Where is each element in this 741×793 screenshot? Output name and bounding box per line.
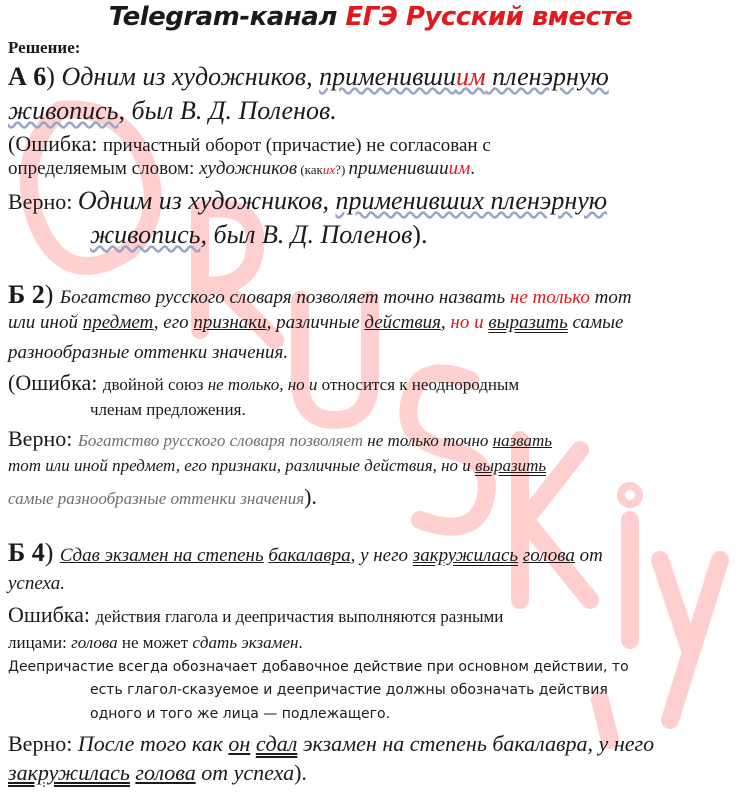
b2-line-1: Б 2) Богатство русского словаря позволяет точно назвать не только тот bbox=[8, 280, 632, 309]
a6-line-2: живопись, был В. Д. Поленов. bbox=[8, 96, 337, 125]
b2-line-3: разнообразные оттенки значения. bbox=[8, 342, 289, 363]
b4-note-1: Деепричастие всегда обозначает добавочное действие при основном действии, то bbox=[8, 659, 629, 675]
b4-error-1: Ошибка: действия глагола и деепричастия выполняются разными bbox=[8, 602, 504, 627]
b4-correct-2: закружилась голова от успеха). bbox=[8, 760, 307, 785]
header-accent: ЕГЭ Русский вместе bbox=[345, 2, 633, 32]
b2-error-2: членам предложения. bbox=[90, 400, 246, 419]
channel-header bbox=[0, 2, 741, 32]
b2-correct-1: Верно: Богатство русского словаря позволяет не только точно назвать bbox=[8, 426, 553, 451]
a6-error-2: определяемым словом: художников (каких?) применившиим. bbox=[8, 158, 475, 179]
a6-number: А 6 bbox=[8, 62, 47, 91]
b2-number: Б 2 bbox=[8, 280, 45, 309]
a6-error-1: (Ошибка: причастный оборот (причастие) не согласован с bbox=[8, 131, 491, 156]
header-prefix: Telegram-канал bbox=[108, 2, 346, 32]
a6-correct-2: живопись, был В. Д. Поленов). bbox=[90, 220, 428, 249]
b4-line-2: успеха. bbox=[8, 573, 65, 594]
b4-number: Б 4 bbox=[8, 538, 45, 567]
b4-line-1: Б 4) Сдав экзамен на степень бакалавра, у него закружилась голова от bbox=[8, 538, 603, 567]
b2-line-2: или иной предмет, его признаки, различные действия, но и выразить самые bbox=[8, 312, 624, 333]
b4-correct-1: Верно: После того как он сдал экзамен на степень бакалавра, у него bbox=[8, 731, 655, 756]
b4-note-2: есть глагол-сказуемое и деепричастие должны обозначать действия bbox=[90, 682, 608, 698]
b2-error-1: (Ошибка: двойной союз не только, но и относится к неоднородным bbox=[8, 370, 520, 395]
b2-correct-2: тот или иной предмет, его признаки, различные действия, но и выразить bbox=[8, 456, 547, 475]
b4-error-2: лицами: голова не может сдать экзамен. bbox=[8, 633, 303, 652]
solution-label: Решение: bbox=[8, 38, 81, 57]
a6-line-1: А 6) Одним из художников, применившиим пленэрную bbox=[8, 62, 609, 91]
b4-note-3: одного и того же лица — подлежащего. bbox=[90, 706, 391, 722]
b2-correct-3: самые разнообразные оттенки значения). bbox=[8, 484, 317, 509]
a6-correct-1: Верно: Одним из художников, применивших пленэрную bbox=[8, 186, 608, 215]
